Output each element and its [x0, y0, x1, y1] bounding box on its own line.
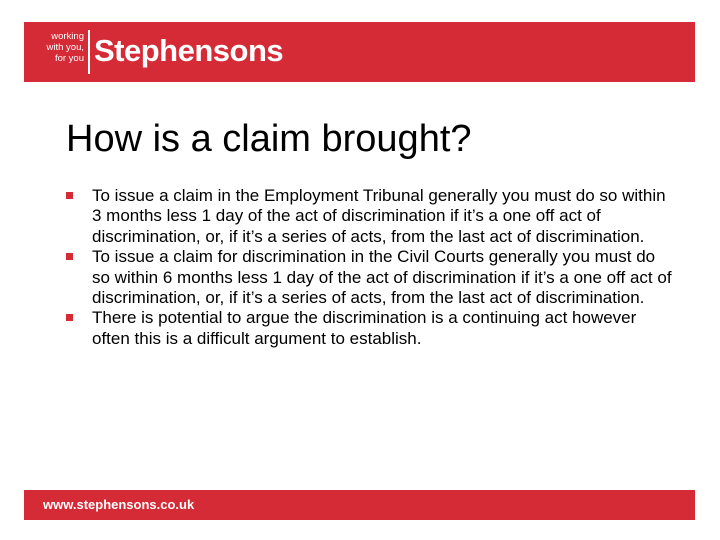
tagline-line: working: [51, 31, 84, 42]
brand-divider: [88, 30, 90, 74]
bullet-text: To issue a claim in the Employment Tribunal generally you must do so within 3 months less 1 day of the act of discrimination if it’s a one off act of discrimination, or, if it’s a series of acts, from the last act of discrimination.: [92, 186, 666, 246]
tagline-line: with you,: [46, 42, 84, 53]
bullet-item: [66, 247, 676, 308]
slide-title: How is a claim brought?: [66, 118, 472, 160]
bullet-text: To issue a claim for discrimination in the Civil Courts generally you must do so within 6 months less 1 day of the act of discrimination if it’s a one off act of discrimination, or, if it’s a series of acts, from the last act of discrimination.: [92, 247, 672, 308]
tagline-line: for you: [54, 53, 84, 64]
header-banner: [24, 22, 695, 82]
bullet-list: [66, 186, 676, 349]
square-bullet-icon: [66, 192, 73, 199]
brand-tagline: [34, 31, 84, 64]
bullet-item: [66, 186, 676, 247]
square-bullet-icon: [66, 253, 73, 260]
brand-logo-text: Stephensons: [94, 33, 284, 68]
bullet-text: There is potential to argue the discrimination is a continuing act however often this is a difficult argument to establish.: [92, 308, 637, 348]
footer-banner: [24, 490, 695, 520]
bullet-item: [66, 308, 676, 349]
footer-website-url[interactable]: www.stephensons.co.uk: [43, 497, 195, 512]
square-bullet-icon: [66, 314, 73, 321]
